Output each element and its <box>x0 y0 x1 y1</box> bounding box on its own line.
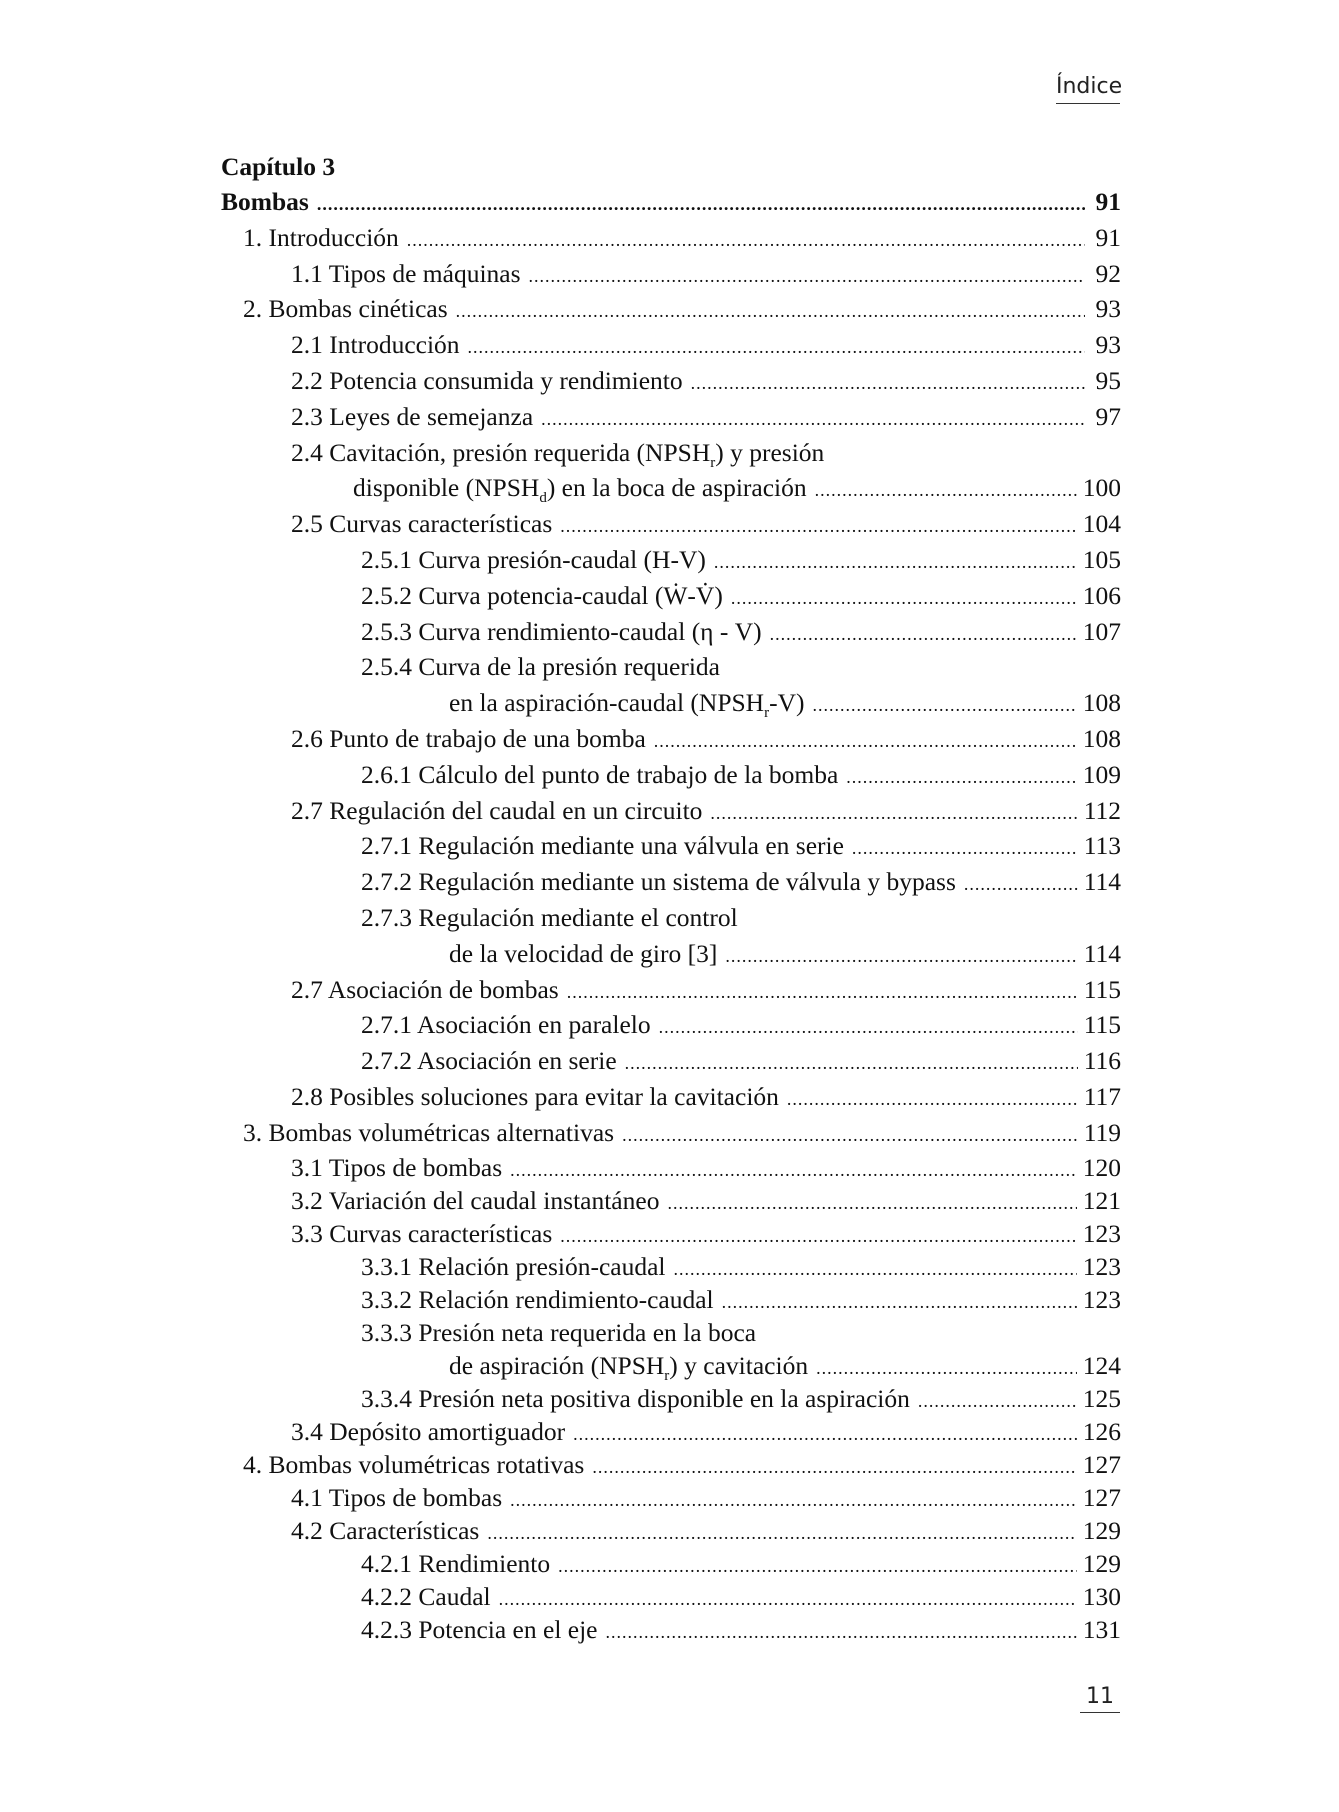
toc-entry <box>221 327 1121 363</box>
toc-entry <box>221 1043 1121 1079</box>
dot-leader <box>560 509 1076 545</box>
toc-entry <box>221 1580 1121 1613</box>
toc-entry-title <box>291 363 683 399</box>
toc-entry <box>221 757 1121 793</box>
toc-entry-text: 3.2 Variación del caudal instantáneo <box>291 1185 660 1215</box>
toc-entry-page: 104 <box>1082 509 1121 539</box>
toc-entry <box>221 399 1121 435</box>
toc-entry-page: 127 <box>1082 1482 1121 1512</box>
toc-entry-title <box>291 1151 502 1184</box>
toc-entry-text: 2.1 Introducción <box>291 330 460 360</box>
toc-entry-text: 2.7.1 Regulación mediante una válvula en serie <box>361 831 844 861</box>
dot-leader <box>710 796 1077 832</box>
toc-entry <box>221 685 1121 721</box>
toc-entries <box>221 184 1121 1646</box>
toc-entry-title <box>361 828 844 864</box>
toc-entry <box>221 828 1121 864</box>
dot-leader <box>487 1517 1076 1550</box>
dot-leader <box>725 939 1077 975</box>
toc-entry <box>221 900 1121 936</box>
toc-entry-text: 3.3.1 Relación presión-caudal <box>361 1251 666 1281</box>
chapter-label: Capítulo 3 <box>221 152 336 181</box>
toc-entry-text: 2.6.1 Cálculo del punto de trabajo de la bomba <box>361 759 839 789</box>
toc-entry-text: 3.1 Tipos de bombas <box>291 1152 503 1182</box>
toc-entry-title <box>361 1316 756 1349</box>
toc-entry-text: 4.1 Tipos de bombas <box>291 1482 503 1512</box>
dot-leader <box>317 187 1085 223</box>
toc-entry-text: 2.8 Posibles soluciones para evitar la cavitación <box>291 1081 779 1111</box>
toc-entry <box>221 1448 1121 1481</box>
toc-entry-title <box>291 506 552 542</box>
toc-entry-text: 2.7 Asociación de bombas <box>291 974 559 1004</box>
toc-entry-text: 2.5.3 Curva rendimiento-caudal (η - V) <box>361 616 762 646</box>
toc-entry <box>221 1481 1121 1514</box>
toc-entry-page: 123 <box>1082 1284 1121 1314</box>
dot-leader <box>499 1583 1077 1616</box>
toc-entry-title <box>361 542 706 578</box>
dot-leader <box>456 294 1085 330</box>
toc-entry <box>221 542 1121 578</box>
toc-entry-page: 123 <box>1082 1218 1121 1248</box>
toc-entry-page: 108 <box>1082 723 1121 753</box>
toc-entry-text: 4. Bombas volumétricas rotativas <box>243 1449 585 1479</box>
toc-entry-text: 2.7 Regulación del caudal en un circuito <box>291 795 703 825</box>
toc-entry-text: 3.3.2 Relación rendimiento-caudal <box>361 1284 714 1314</box>
toc-entry-subscript: r <box>664 1367 670 1384</box>
toc-entry-page: 130 <box>1082 1581 1121 1611</box>
toc-entry-title <box>361 614 762 650</box>
toc-entry-text: 2.4 Cavitación, presión requerida (NPSH <box>291 437 711 467</box>
dot-leader <box>659 1010 1078 1046</box>
toc-entry <box>221 972 1121 1008</box>
toc-entry-page: 120 <box>1082 1152 1121 1182</box>
toc-entry <box>221 1079 1121 1115</box>
dot-leader <box>573 1418 1077 1451</box>
toc-entry-page: 116 <box>1083 1046 1121 1076</box>
toc-entry-page: 92 <box>1095 258 1121 288</box>
toc-entry-text: 2.7.3 Regulación mediante el control <box>361 902 738 932</box>
dot-leader <box>770 617 1077 653</box>
toc-entry-page: 93 <box>1095 330 1121 360</box>
toc-entry-page: 114 <box>1083 867 1121 897</box>
toc-entry <box>221 1349 1121 1382</box>
running-head: Índice <box>1056 74 1120 104</box>
toc-entry-title <box>291 793 702 829</box>
dot-leader <box>567 975 1078 1011</box>
toc-entry <box>221 256 1121 292</box>
toc-entry <box>221 1217 1121 1250</box>
toc-entry <box>221 614 1121 650</box>
toc-entry <box>221 1151 1121 1184</box>
toc-entry-text: 3.3.4 Presión neta positiva disponible en la aspiración <box>361 1383 910 1413</box>
toc-entry-subscript: d <box>539 490 547 507</box>
toc-entry-text: 3.3 Curvas características <box>291 1218 553 1248</box>
toc-entry-text: de la velocidad de giro [3] <box>449 938 718 968</box>
toc-entry-text: 2.7.2 Regulación mediante un sistema de válvula y bypass <box>361 867 956 897</box>
toc-entry-title <box>291 721 646 757</box>
toc-entry-text: 3. Bombas volumétricas alternativas <box>243 1117 615 1147</box>
toc-entry <box>221 1283 1121 1316</box>
toc-entry-text: 4.2.2 Caudal <box>361 1581 491 1611</box>
toc-entry-title <box>291 972 559 1008</box>
toc-entry-title <box>361 1283 714 1316</box>
dot-leader <box>407 223 1085 259</box>
toc-entry-page: 125 <box>1082 1383 1121 1413</box>
toc-entry <box>221 1613 1121 1646</box>
toc-entry-text-after: ) y presión <box>715 437 825 467</box>
dot-leader <box>560 1220 1076 1253</box>
toc-entry-title <box>361 1007 651 1043</box>
toc-entry <box>221 1250 1121 1283</box>
dot-leader <box>731 581 1077 617</box>
toc-entry <box>221 793 1121 829</box>
toc-entry-title <box>291 1079 779 1115</box>
toc-entry-title <box>291 399 533 435</box>
toc-entry-title <box>449 936 717 972</box>
toc-entry-page: 93 <box>1095 294 1121 324</box>
toc-entry-title <box>291 327 460 363</box>
toc-entry-title <box>291 1217 552 1250</box>
toc-entry-page: 108 <box>1082 688 1121 718</box>
toc-entry-text: 2.7.1 Asociación en paralelo <box>361 1010 651 1040</box>
toc-entry-page: 97 <box>1095 401 1121 431</box>
dot-leader <box>852 831 1078 867</box>
toc-entry-page: 113 <box>1083 831 1121 861</box>
toc-entry-page: 131 <box>1082 1614 1121 1644</box>
dot-leader <box>592 1451 1076 1484</box>
toc-entry-text: 2.5.2 Curva potencia-caudal (Ẇ-V̇) <box>361 580 723 610</box>
toc-entry-title <box>291 1415 565 1448</box>
toc-entry-page: 106 <box>1082 580 1121 610</box>
toc-entry <box>221 1547 1121 1580</box>
toc-entry-page: 119 <box>1083 1117 1121 1147</box>
toc-entry <box>221 1382 1121 1415</box>
toc-entry-text: en la aspiración-caudal (NPSH <box>449 688 765 718</box>
toc-entry-title <box>291 1184 659 1217</box>
dot-leader <box>964 867 1078 903</box>
toc-entry <box>221 1115 1121 1151</box>
toc-entry-subscript: r <box>764 705 770 722</box>
dot-leader <box>813 688 1077 724</box>
dot-leader <box>606 1616 1077 1649</box>
dot-leader <box>622 1118 1078 1154</box>
toc-entry-page: 91 <box>1095 222 1121 252</box>
toc-entry-subscript: r <box>710 454 716 471</box>
dot-leader <box>625 1046 1078 1082</box>
toc-entry-text: 3.3.3 Presión neta requerida en la boca <box>361 1317 757 1347</box>
dot-leader <box>815 473 1077 509</box>
toc-entry-title <box>243 220 399 256</box>
toc-entry-text: 2.5 Curvas características <box>291 509 553 539</box>
toc-entry-text: 2.3 Leyes de semejanza <box>291 401 534 431</box>
toc-entry-text-after: ) en la boca de aspiración <box>546 473 807 503</box>
toc-entry <box>221 184 1121 220</box>
toc-entry-text: 1. Introducción <box>243 222 399 252</box>
toc-entry-title <box>361 1580 491 1613</box>
toc-entry-page: 127 <box>1082 1449 1121 1479</box>
toc-entry-title <box>291 1514 479 1547</box>
toc-entry-text: 2.5.1 Curva presión-caudal (H-V) <box>361 544 706 574</box>
dot-leader <box>541 402 1085 438</box>
toc-entry-title <box>221 184 309 220</box>
toc-entry-title <box>243 1115 614 1151</box>
dot-leader <box>722 1286 1077 1319</box>
dot-leader <box>673 1253 1076 1286</box>
toc-entry-title <box>361 1250 665 1283</box>
toc-entry-page: 121 <box>1082 1185 1121 1215</box>
toc-entry-page: 114 <box>1083 938 1121 968</box>
toc-entry-page: 100 <box>1082 473 1121 503</box>
dot-leader <box>468 330 1085 366</box>
toc-entry-title <box>243 291 448 327</box>
toc-entry-text: 2.2 Potencia consumida y rendimiento <box>291 365 683 395</box>
toc-entry-text: 2.5.4 Curva de la presión requerida <box>361 652 721 682</box>
toc-entry-page: 123 <box>1082 1251 1121 1281</box>
toc-entry-text-after: ) y cavitación <box>669 1350 809 1380</box>
toc-entry-page: 109 <box>1082 759 1121 789</box>
dot-leader <box>510 1154 1077 1187</box>
toc-entry-page: 115 <box>1083 1010 1121 1040</box>
toc-entry-title <box>361 900 738 936</box>
toc-entry <box>221 1316 1121 1349</box>
toc-entry-title <box>361 1043 617 1079</box>
toc-entry <box>221 1184 1121 1217</box>
toc-entry <box>221 721 1121 757</box>
toc-entry-text: 2.7.2 Asociación en serie <box>361 1046 617 1076</box>
toc-entry-title <box>361 1547 550 1580</box>
toc-entry-title <box>361 1613 598 1646</box>
toc-entry <box>221 470 1121 506</box>
toc-entry <box>221 220 1121 256</box>
toc-entry <box>221 1007 1121 1043</box>
toc-entry-page: 117 <box>1083 1081 1121 1111</box>
dot-leader <box>691 366 1085 402</box>
toc-entry-page: 95 <box>1095 365 1121 395</box>
toc-entry-text: 2. Bombas cinéticas <box>243 294 448 324</box>
toc-entry-page: 112 <box>1083 795 1121 825</box>
toc-entry <box>221 864 1121 900</box>
toc-entry <box>221 578 1121 614</box>
toc-entry-text: 4.2.3 Potencia en el eje <box>361 1614 598 1644</box>
toc-entry-text: 4.2 Características <box>291 1515 480 1545</box>
dot-leader <box>918 1385 1077 1418</box>
dot-leader <box>654 724 1077 760</box>
toc-entry-page: 129 <box>1082 1515 1121 1545</box>
toc-entry-page: 129 <box>1082 1548 1121 1578</box>
toc-entry-title <box>243 1448 584 1481</box>
toc-entry <box>221 291 1121 327</box>
table-of-contents <box>221 150 1121 1646</box>
toc-entry-page: 124 <box>1082 1350 1121 1380</box>
toc-entry-text: 1.1 Tipos de máquinas <box>291 258 521 288</box>
dot-leader <box>816 1352 1077 1385</box>
dot-leader <box>787 1082 1078 1118</box>
toc-entry-text: 3.4 Depósito amortiguador <box>291 1416 566 1446</box>
toc-entry-page: 91 <box>1095 187 1121 216</box>
dot-leader <box>714 545 1077 581</box>
toc-entry-title <box>361 757 838 793</box>
toc-entry <box>221 936 1121 972</box>
toc-entry-title <box>361 578 723 614</box>
toc-entry <box>221 649 1121 685</box>
toc-entry <box>221 506 1121 542</box>
toc-entry <box>221 363 1121 399</box>
page-number: 11 <box>1080 1684 1120 1713</box>
dot-leader <box>510 1484 1077 1517</box>
toc-entry <box>221 1514 1121 1547</box>
toc-entry-title <box>291 1481 502 1514</box>
toc-entry-title <box>361 1382 910 1415</box>
toc-entry-page: 107 <box>1082 616 1121 646</box>
toc-entry-title <box>361 864 956 900</box>
toc-entry-page: 105 <box>1082 544 1121 574</box>
dot-leader <box>846 760 1076 796</box>
toc-entry-text: Bombas <box>221 187 309 216</box>
toc-entry <box>221 435 1121 471</box>
toc-entry-text: disponible (NPSH <box>353 473 540 503</box>
toc-entry-title <box>291 256 521 292</box>
dot-leader <box>667 1187 1076 1220</box>
dot-leader <box>529 259 1085 295</box>
toc-entry-page: 126 <box>1082 1416 1121 1446</box>
dot-leader <box>558 1550 1077 1583</box>
toc-entry-text: de aspiración (NPSH <box>449 1350 665 1380</box>
toc-entry-page: 115 <box>1083 974 1121 1004</box>
toc-entry-text-after: -V) <box>769 688 805 718</box>
toc-entry-title <box>361 649 720 685</box>
toc-entry-text: 2.6 Punto de trabajo de una bomba <box>291 723 646 753</box>
toc-entry-text: 4.2.1 Rendimiento <box>361 1548 551 1578</box>
toc-entry <box>221 1415 1121 1448</box>
